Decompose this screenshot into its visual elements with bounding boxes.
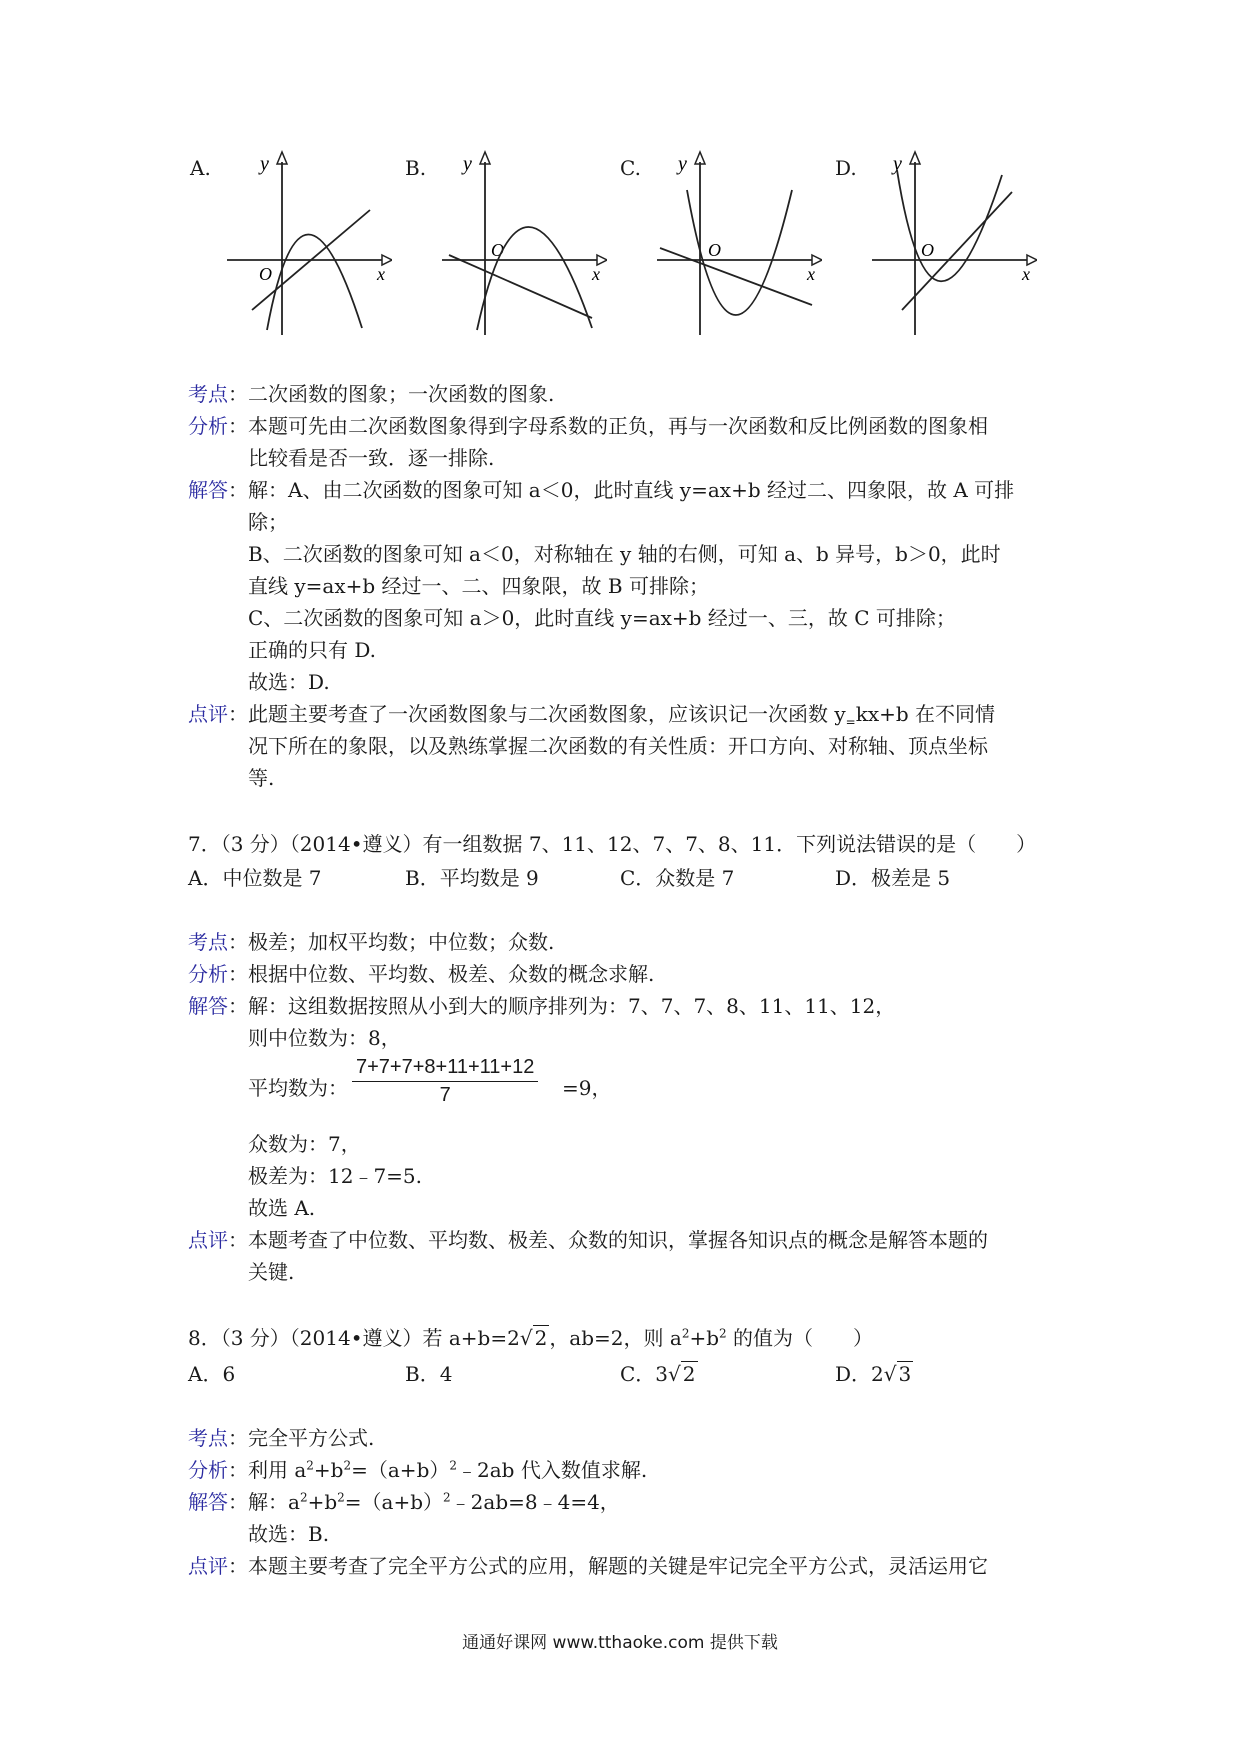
q8-choice-d: D．2√ 3 [835,1362,912,1386]
sqrt-symbol: √ 3 [883,1362,912,1386]
graph-b [437,150,607,340]
q6-jieda-5: C、二次函数的图象可知 a＞0，此时直线 y=ax+b 经过一、三，故 C 可排除； [248,606,956,630]
y-axis-label: y [463,153,472,175]
x-axis-label: x [377,264,385,284]
q8-choice-b: B．4 [405,1362,453,1386]
q6-jieda-7: 故选：D. [248,670,330,694]
origin-label: O [259,264,272,284]
graph-c [652,150,822,340]
q7-dianping: 点评：本题考查了中位数、平均数、极差、众数的知识，掌握各知识点的概念是解答本题的 [188,1228,988,1252]
q6-fenxi: 分析：本题可先由二次函数图象得到字母系数的正负，再与一次函数和反比例函数的图象相 [188,414,988,438]
dianping-label: 点评 [188,1554,228,1578]
q7-jieda-4: 众数为：7， [248,1132,361,1156]
dianping-label: 点评 [188,1228,228,1252]
q7-dianping-2: 关键. [248,1260,295,1284]
graph-a [222,150,392,340]
q7-choice-c: C．众数是 7 [620,866,735,890]
jieda-label: 解答 [188,1490,228,1514]
fenxi-label: 分析 [188,414,228,438]
line [449,255,592,318]
q6-dianping: 点评：此题主要考查了一次函数图象与二次函数图象，应该识记一次函数 $y_=kx+b$ 在不同情 [188,702,996,729]
q8-jieda-2: 故选：B. [248,1522,330,1546]
kaodian-label: 考点 [188,930,228,954]
jieda-label: 解答 [188,994,228,1018]
q6-dianping-2: 况下所在的象限，以及熟练掌握二次函数的有关性质：开口方向、对称轴、顶点坐标 [248,734,988,758]
q8-stem: 8．（3 分）（2014•遵义）若 a+b=2√ 2 ，ab=2，则 $a^2+b^2$ 的值为（ ） [188,1326,874,1350]
line [902,192,1012,310]
q6-jieda: 解答：解：A、由二次函数的图象可知 a＜0，此时直线 y=ax+b 经过二、四象限，故 A 可排 [188,478,1015,502]
y-axis-label: y [678,153,687,175]
sqrt-symbol: √ 2 [668,1362,696,1386]
q7-choice-d: D．极差是 5 [835,866,951,890]
fenxi-label: 分析 [188,962,228,986]
parabola [687,190,792,315]
sqrt-symbol: √ 2 [519,1326,548,1350]
mean-fraction [352,1056,538,1107]
q7-choice-b: B．平均数是 9 [405,866,539,890]
q6-kaodian: 考点：二次函数的图象；一次函数的图象. [188,382,555,406]
parabola [897,170,1002,281]
fraction-numerator: 7+7+7+8+11+11+12 [352,1056,538,1082]
q6-jieda-2: 除； [248,510,288,534]
fenxi-label: 分析 [188,1458,228,1482]
q8-dianping: 点评：本题主要考查了完全平方公式的应用，解题的关键是牢记完全平方公式，灵活运用它 [188,1554,988,1578]
x-axis-label: x [592,264,600,284]
graph-a-label: A. [190,156,211,180]
y-axis-label: y [893,153,902,175]
line [660,248,812,305]
y-axis-label: y [260,153,269,175]
q8-choice-a: A．6 [188,1362,236,1386]
jieda-label: 解答 [188,478,228,502]
graph-c-label: C. [620,156,641,180]
q7-fenxi: 分析：根据中位数、平均数、极差、众数的概念求解. [188,962,655,986]
origin-label: O [491,240,504,260]
fraction-denominator: 7 [439,1084,451,1106]
q7-choice-a: A．中位数是 7 [188,866,322,890]
q7-jieda-5: 极差为：12﹣7=5. [248,1164,423,1188]
q6-fenxi-cont: 比较看是否一致．逐一排除. [248,446,495,470]
graph-d-label: D. [835,156,857,180]
dianping-label: 点评 [188,702,228,726]
q7-mean-prefix: 平均数为： [248,1076,348,1100]
x-axis-label: x [1022,264,1030,284]
q7-jieda-6: 故选 A. [248,1196,316,1220]
q6-jieda-6: 正确的只有 D. [248,638,377,662]
q6-jieda-3: B、二次函数的图象可知 a＜0，对称轴在 y 轴的右侧，可知 a、b 异号，b＞0，此时 [248,542,1001,566]
origin-label: O [708,240,721,260]
q7-kaodian: 考点：极差；加权平均数；中位数；众数. [188,930,555,954]
q6-dianping-3: 等. [248,766,275,790]
x-axis-label: x [807,264,815,284]
kaodian-label: 考点 [188,382,228,406]
q7-jieda: 解答：解：这组数据按照从小到大的顺序排列为：7、7、7、8、11、11、12， [188,994,896,1018]
origin-label: O [921,240,934,260]
page-footer: 通通好课网 www.tthaoke.com 提供下载 [462,1633,778,1653]
q8-jieda: 解答：解：$a^2+b^2=(a+b)^2﹣2ab=8﹣4=4$， [188,1490,620,1514]
q8-kaodian: 考点：完全平方公式. [188,1426,375,1450]
q6-jieda-4: 直线 y=ax+b 经过一、二、四象限，故 B 可排除； [248,574,709,598]
kaodian-label: 考点 [188,1426,228,1450]
q8-choice-c: C．3√ 2 [620,1362,696,1386]
q7-stem: 7．（3 分）（2014•遵义）有一组数据 7、11、12、7、7、8、11．下列说法错误的是（ ） [188,832,1037,856]
q7-mean-suffix: =9， [562,1076,612,1100]
q7-jieda-2: 则中位数为：8， [248,1026,401,1050]
graph-d [867,150,1037,340]
graph-b-label: B. [405,156,427,180]
q8-fenxi: 分析：利用 $a^2+b^2=(a+b)^2﹣2ab$ 代入数值求解. [188,1458,648,1482]
